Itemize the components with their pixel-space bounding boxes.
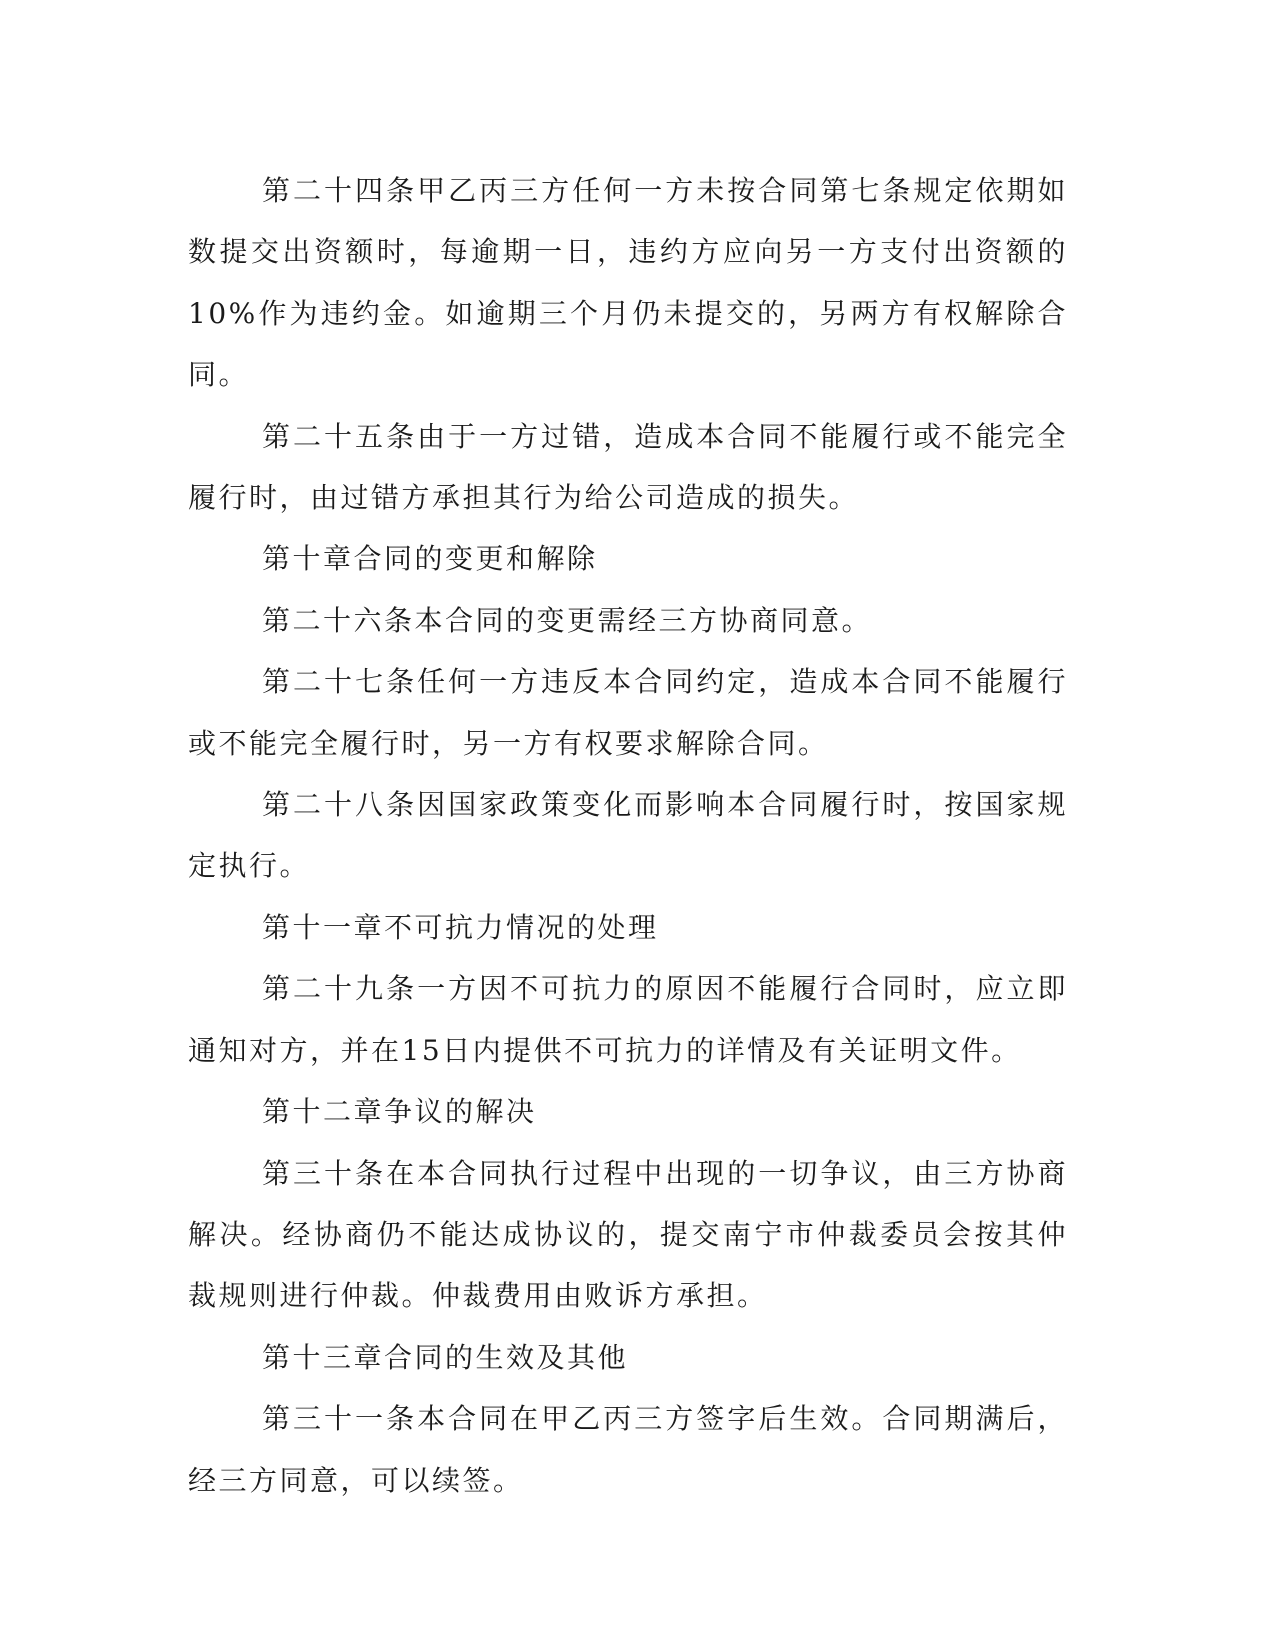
article-25: 第二十五条由于一方过错，造成本合同不能履行或不能完全履行时，由过错方承担其行为给公司造成的损失。 xyxy=(188,419,1068,515)
article-31: 第三十一条本合同在甲乙丙三方签字后生效。合同期满后，经三方同意，可以续签。 xyxy=(188,1402,1068,1497)
article-28: 第二十八条因国家政策变化而影响本合同履行时，按国家规定执行。 xyxy=(188,788,1068,883)
article-24: 第二十四条甲乙丙三方任何一方未按合同第七条规定依期如数提交出资额时，每逾期一日，违约方应向另一方支付出资额的10%作为违约金。如逾期三个月仍未提交的，另两方有权解除合同。 xyxy=(188,174,1068,392)
article-29: 第二十九条一方因不可抗力的原因不能履行合同时，应立即通知对方，并在15日内提供不可抗力的详情及有关证明文件。 xyxy=(188,972,1068,1067)
article-30: 第三十条在本合同执行过程中出现的一切争议，由三方协商解决。经协商仍不能达成协议的，提交南宁市仲裁委员会按其仲裁规则进行仲裁。仲裁费用由败诉方承担。 xyxy=(188,1156,1068,1313)
chapter-13-heading: 第十三章合同的生效及其他 xyxy=(262,1340,629,1374)
document-body xyxy=(188,160,1068,1511)
chapter-10-heading: 第十章合同的变更和解除 xyxy=(262,542,598,576)
chapter-11-heading: 第十一章不可抗力情况的处理 xyxy=(262,910,659,944)
article-27: 第二十七条任何一方违反本合同约定，造成本合同不能履行或不能完全履行时，另一方有权要求解除合同。 xyxy=(188,665,1068,760)
article-26: 第二十六条本合同的变更需经三方协商同意。 xyxy=(262,603,873,637)
chapter-12-heading: 第十二章争议的解决 xyxy=(262,1095,537,1129)
